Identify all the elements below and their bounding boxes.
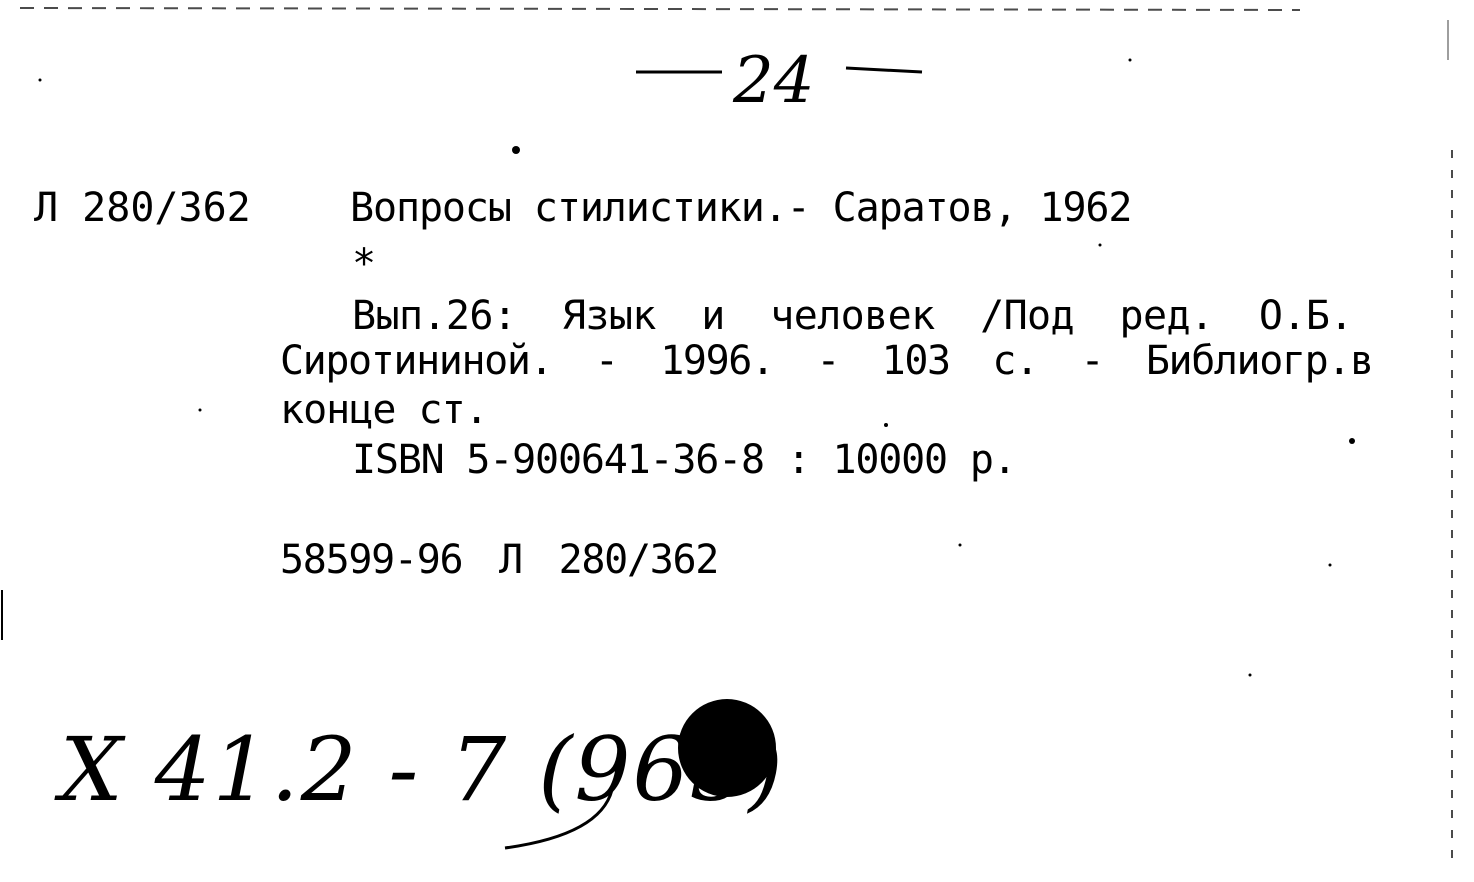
top-edge-line <box>20 8 1300 10</box>
speck <box>512 146 520 154</box>
shelfmark: Л 280/362 <box>34 185 251 231</box>
speck <box>39 79 42 82</box>
speck <box>1329 564 1332 567</box>
page-number: 24 <box>733 44 815 118</box>
speck <box>199 409 202 412</box>
series-title: Вопросы стилистики.- Саратов, 1962 <box>350 185 1132 231</box>
speck <box>884 423 888 427</box>
asterisk: * <box>352 241 377 287</box>
page-number-dash-right <box>846 68 922 72</box>
speck <box>1249 674 1252 677</box>
handwritten-classification: Х 41.2 - 7 (963) <box>60 718 785 821</box>
issue-line: Вып.26: Язык и человек /Под ред. О.Б. <box>352 293 1353 339</box>
biblio-line: конце ст. <box>280 387 488 433</box>
speck <box>1129 59 1132 62</box>
isbn-line: ISBN 5-900641-36-8 : 10000 р. <box>352 437 1016 483</box>
accession-line: 58599-96 Л 280/362 <box>280 537 719 583</box>
speck <box>1099 244 1102 247</box>
editor-line: Сиротининой. - 1996. - 103 с. - Библиогр.в <box>280 338 1373 384</box>
speck <box>1349 438 1355 444</box>
speck <box>959 544 962 547</box>
